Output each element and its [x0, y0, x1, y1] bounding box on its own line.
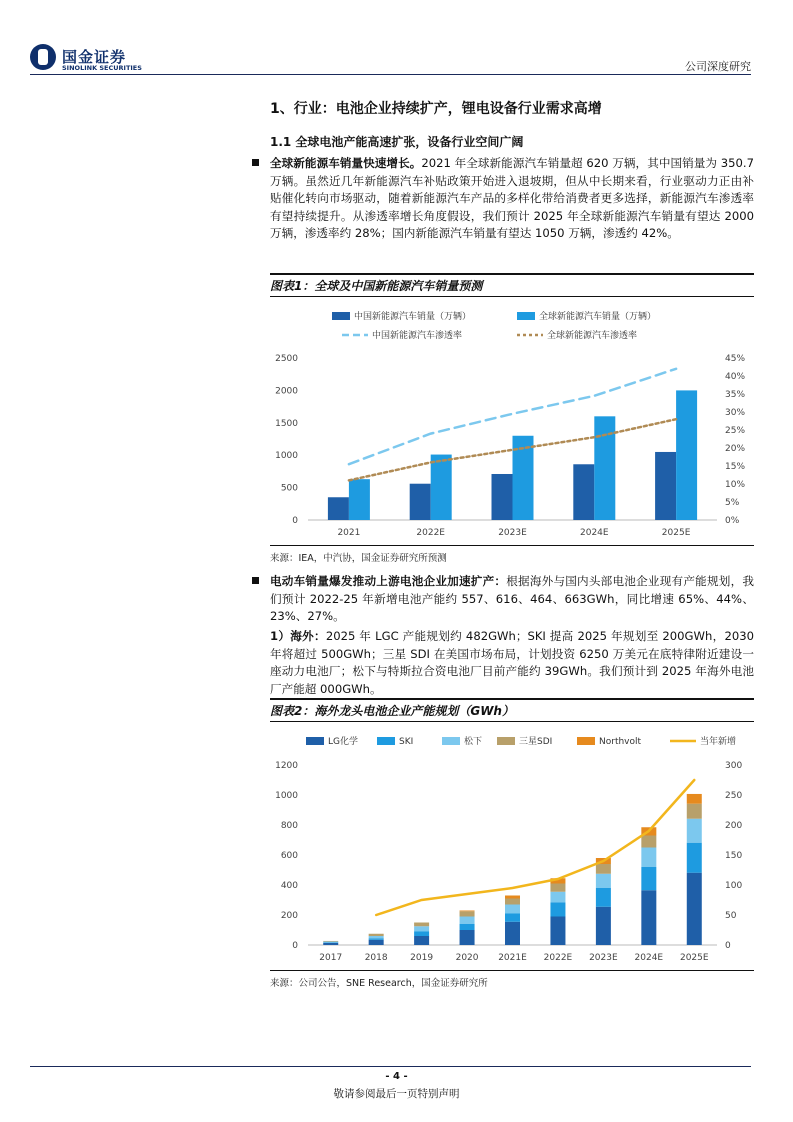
- paragraph-ev-sales: [270, 155, 754, 243]
- bar: [369, 936, 384, 938]
- bar: [655, 452, 676, 520]
- bar: [414, 932, 429, 937]
- x-tick-label: 2019: [410, 953, 434, 963]
- y2-tick-label: 100: [725, 881, 743, 891]
- y2-tick-label: 50: [725, 911, 737, 921]
- figure2-top-rule: [270, 698, 754, 700]
- y-tick-label: 1000: [275, 451, 298, 462]
- subsection-heading: 1.1 全球电池产能高速扩张，设备行业空间广阔: [270, 135, 524, 149]
- bar: [323, 941, 338, 942]
- x-tick-label: 2017: [319, 953, 343, 963]
- bar: [641, 890, 656, 945]
- y2-tick-label: 10%: [725, 480, 746, 490]
- x-tick-label: 2021: [337, 528, 361, 538]
- x-tick-label: 2022E: [543, 953, 573, 963]
- y2-tick-label: 15%: [725, 462, 746, 472]
- bar: [594, 416, 615, 520]
- bar: [431, 455, 452, 520]
- figure2-bottom-rule: [270, 970, 754, 971]
- bar: [505, 899, 520, 905]
- figure1-chart: [262, 300, 762, 545]
- figure2-title: 图表2：海外龙头电池企业产能规划（GWh）: [270, 704, 514, 718]
- legend-label: 全球新能源汽车渗透率: [547, 331, 638, 341]
- legend-swatch: [497, 737, 515, 745]
- bar: [687, 819, 702, 843]
- bar: [323, 943, 338, 945]
- paragraph-battery-expansion: [270, 573, 754, 626]
- paragraph-lead: 1）海外：: [270, 629, 326, 643]
- bar: [596, 864, 611, 874]
- paragraph-overseas: [270, 628, 754, 698]
- bar: [414, 923, 429, 927]
- bar: [328, 497, 349, 520]
- legend-label: Northvolt: [599, 737, 642, 747]
- y2-tick-label: 40%: [725, 372, 746, 382]
- legend-swatch: [517, 312, 535, 320]
- y-tick-label: 0: [292, 516, 298, 526]
- y-tick-label: 600: [280, 851, 298, 861]
- bar: [323, 942, 338, 943]
- figure1-title-rule: [270, 296, 754, 297]
- y2-tick-label: 35%: [725, 390, 746, 400]
- x-tick-label: 2018: [364, 953, 388, 963]
- bar: [550, 892, 565, 903]
- y-tick-label: 0: [292, 941, 298, 951]
- bar: [460, 930, 475, 945]
- y-tick-label: 2500: [275, 354, 298, 364]
- figure1-source: 来源：IEA，中汽协，国金证券研究所预测: [270, 553, 447, 564]
- legend-swatch: [377, 737, 395, 745]
- bar: [676, 390, 697, 520]
- bar: [550, 884, 565, 892]
- bar: [369, 940, 384, 945]
- y2-tick-label: 30%: [725, 408, 746, 418]
- paragraph-text: 根据海外与国内头部电池企业现有产能规划，我们预计 2022-25 年新增电池产能约 557、616、464、663GWh，同比增速 65%、44%、23%、27%。: [270, 574, 754, 623]
- bar: [369, 938, 384, 940]
- y-tick-label: 1500: [275, 418, 298, 429]
- y2-tick-label: 200: [725, 821, 743, 831]
- y-tick-label: 500: [280, 483, 298, 494]
- figure2-title-rule: [270, 721, 754, 722]
- figure2-source: 来源：公司公告，SNE Research，国金证券研究所: [270, 978, 488, 989]
- x-tick-label: 2023E: [498, 528, 527, 538]
- x-tick-label: 2024E: [580, 528, 609, 538]
- logo-mark-icon: [30, 44, 56, 70]
- legend-label: 中国新能源汽车渗透率: [372, 331, 463, 341]
- bar: [596, 888, 611, 907]
- figure2-chart: [262, 725, 762, 970]
- y-tick-label: 200: [280, 911, 298, 921]
- bar: [550, 917, 565, 946]
- bar: [349, 479, 370, 520]
- legend-label: LG化学: [328, 737, 358, 747]
- bar: [505, 922, 520, 945]
- y2-tick-label: 300: [725, 761, 743, 771]
- company-logo: [30, 44, 150, 76]
- x-tick-label: 2025E: [661, 528, 691, 538]
- paragraph-text: 2025 年 LGC 产能规划约 482GWh；SKI 提高 2025 年规划至 200GWh，2030 年将超过 500GWh；三星 SDI 在美国市场布局，计划投资 6250 万美元在底特律附近建设一座动力电池厂；松下与特斯拉合资电池厂目前产能约 39GWh。我们预计到 2025 年海外电池厂产能超 000GWh。: [270, 629, 754, 696]
- section-heading: 1、行业：电池企业持续扩产，锂电设备行业需求高增: [270, 101, 602, 117]
- bar: [505, 896, 520, 899]
- bar: [460, 924, 475, 930]
- header-divider: [30, 74, 751, 75]
- figure1-title: 图表1：全球及中国新能源汽车销量预测: [270, 279, 483, 293]
- y-tick-label: 400: [280, 881, 298, 891]
- paragraph-lead: 电动车销量爆发推动上游电池企业加速扩产：: [270, 574, 507, 588]
- bullet-square-icon: [252, 159, 259, 166]
- y2-tick-label: 150: [725, 851, 743, 861]
- bar: [460, 911, 475, 912]
- legend-label: 当年新增: [700, 737, 737, 747]
- y-tick-label: 1200: [275, 761, 298, 771]
- legend-label: 三星SDI: [519, 737, 553, 747]
- x-tick-label: 2023E: [589, 953, 618, 963]
- legend-label: 全球新能源汽车销量（万辆）: [539, 312, 657, 322]
- y-tick-label: 800: [280, 821, 298, 831]
- x-tick-label: 2021E: [498, 953, 527, 963]
- bar: [460, 917, 475, 925]
- page-number: - 4 -: [385, 1071, 408, 1082]
- bar: [550, 902, 565, 916]
- legend-label: SKI: [399, 737, 414, 747]
- y2-tick-label: 0: [725, 941, 731, 951]
- bar: [687, 804, 702, 819]
- logo-english-name: SINOLINK SECURITIES: [62, 64, 142, 72]
- paragraph-lead: 全球新能源车销量快速增长。: [270, 156, 422, 170]
- bar: [596, 874, 611, 888]
- x-tick-label: 2024E: [634, 953, 664, 963]
- bar: [414, 936, 429, 945]
- legend-swatch: [577, 737, 595, 745]
- report-type: 公司深度研究: [685, 60, 751, 73]
- y2-tick-label: 20%: [725, 444, 746, 454]
- y2-tick-label: 250: [725, 791, 743, 801]
- bar: [573, 464, 594, 520]
- bar: [641, 836, 656, 848]
- bar: [492, 474, 513, 520]
- logo-chinese-name: 国金证券: [62, 48, 127, 66]
- bullet-square-icon: [252, 577, 259, 584]
- footer-divider: [30, 1066, 751, 1067]
- x-tick-label: 2022E: [416, 528, 445, 538]
- legend-swatch: [332, 312, 350, 320]
- y2-tick-label: 0%: [725, 516, 740, 526]
- bar: [641, 867, 656, 890]
- y-tick-label: 2000: [275, 386, 298, 397]
- y2-tick-label: 25%: [725, 426, 746, 436]
- x-tick-label: 2020: [455, 953, 479, 963]
- bar: [410, 484, 431, 520]
- y-tick-label: 1000: [275, 791, 298, 801]
- bar: [687, 873, 702, 945]
- disclaimer-note: 敬请参阅最后一页特别声明: [333, 1088, 460, 1100]
- paragraph-text: 2021 年全球新能源汽车销量超 620 万辆，其中国销量为 350.7 万辆。虽然近几年新能源汽车补贴政策开始进入退坡期，但从中长期来看，行业驱动力正由补贴催化转向市场驱动，随着新能源汽车产品的多样化带给消费者更多选择，新能源汽车渗透率有望持续提升。从渗透率增长角度假设，我们预计 2025 年全球新能源汽车销量有望达 2000 万辆，渗透率约 28%；国内新能源汽车销量有望达 1050 万辆，渗透约 42%。: [270, 156, 754, 240]
- bar: [369, 934, 384, 936]
- legend-label: 中国新能源汽车销量（万辆）: [354, 312, 472, 322]
- bar: [641, 848, 656, 868]
- bar: [505, 914, 520, 922]
- bar: [505, 905, 520, 914]
- y2-tick-label: 5%: [725, 498, 740, 508]
- legend-swatch: [442, 737, 460, 745]
- bar: [323, 942, 338, 943]
- y2-tick-label: 45%: [725, 354, 746, 364]
- bar: [460, 911, 475, 916]
- x-tick-label: 2025E: [679, 953, 709, 963]
- bar: [596, 907, 611, 945]
- legend-swatch: [306, 737, 324, 745]
- legend-label: 松下: [464, 737, 483, 747]
- figure1-bottom-rule: [270, 545, 754, 546]
- bar: [687, 794, 702, 804]
- bar: [414, 926, 429, 931]
- bar: [687, 843, 702, 873]
- figure1-top-rule: [270, 273, 754, 275]
